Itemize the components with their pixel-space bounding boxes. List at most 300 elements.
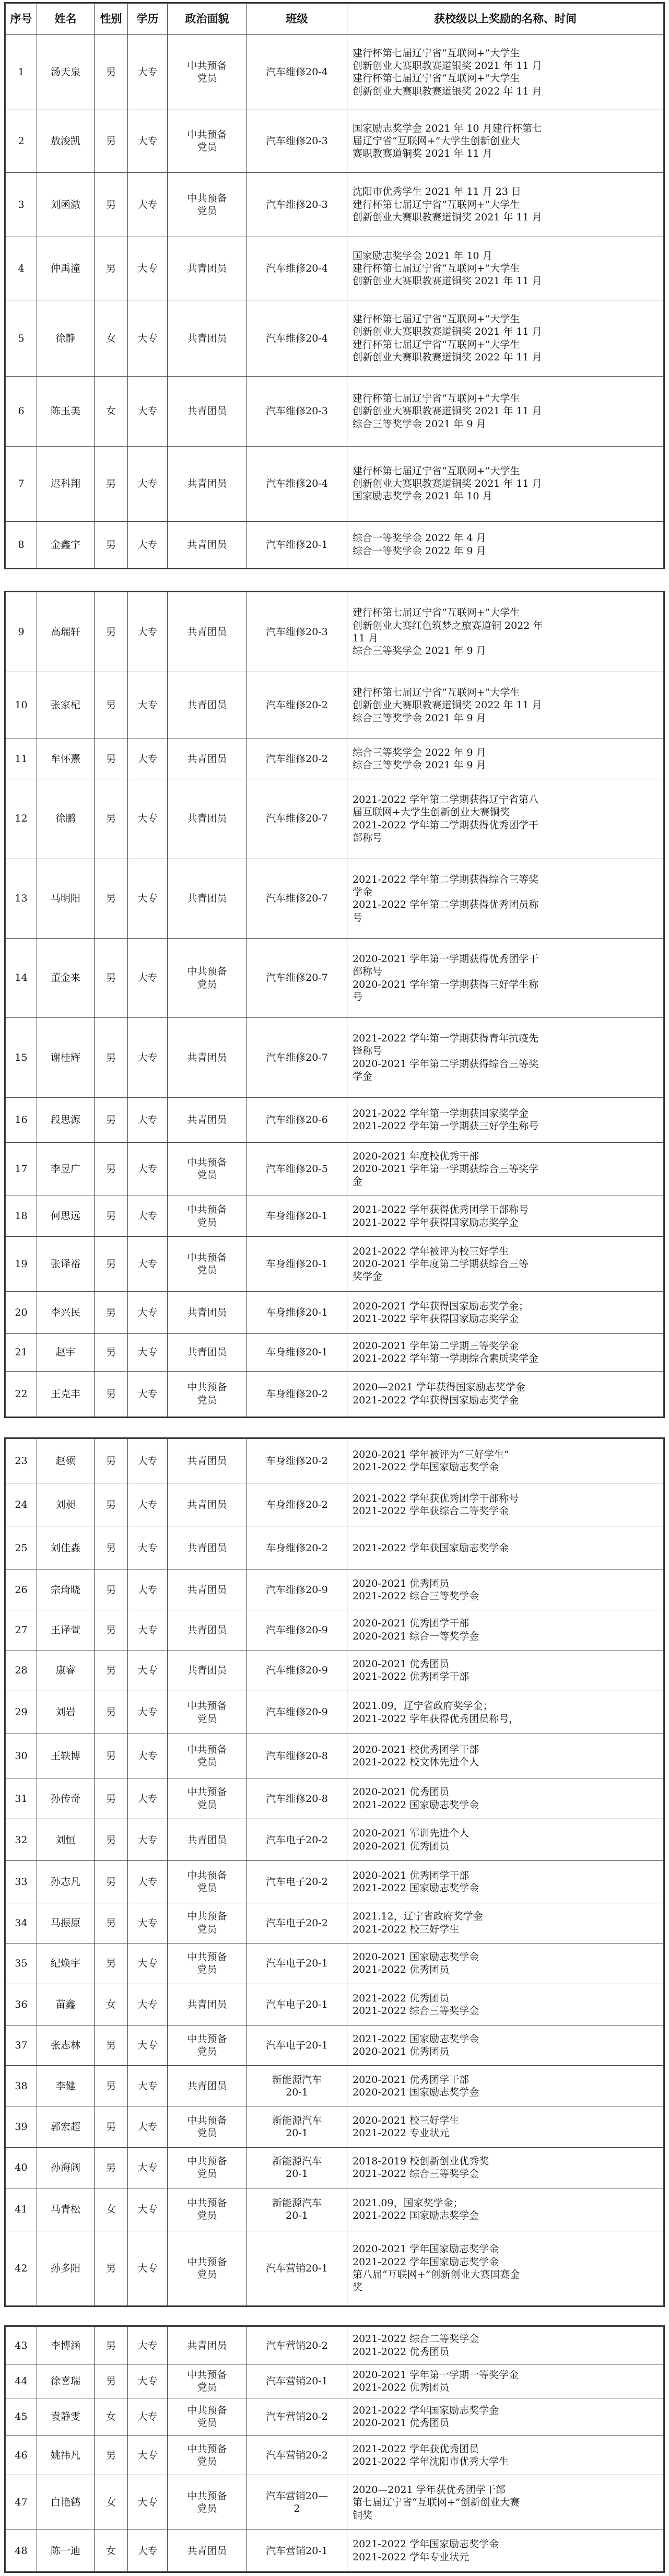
cell-class: 汽车营销20-2 [247,2327,347,2364]
table-row [6,1903,664,1943]
cell-name: 刘函澈 [37,172,95,237]
cell-class: 汽车维修20-4 [247,237,347,300]
cell-sex: 男 [95,1291,128,1333]
cell-political-status: 共青团员 [168,1483,247,1527]
table-row [6,35,664,110]
cell-awards: 综合三等奖学金 2022 年 9 月 综合三等奖学金 2021 年 9 月 [347,739,664,779]
cell-political-status: 中共预备 党员 [168,1734,247,1778]
table-row [6,1734,664,1778]
cell-no: 8 [6,521,37,568]
cell-education: 大专 [128,592,168,672]
cell-class: 汽车维修20-4 [247,446,347,521]
cell-education: 大专 [128,1291,168,1333]
cell-awards: 2020-2021 优秀团员 2021-2022 优秀团学干部 [347,1650,664,1691]
cell-name: 马青松 [37,2188,95,2231]
cell-awards: 2021-2022 学年国家励志奖学金 2021-2022 学年专业状元 [347,2530,664,2572]
table-row [6,1943,664,1984]
table-row [6,1334,664,1372]
cell-name: 孙多阳 [37,2231,95,2306]
table-row [6,2188,664,2231]
cell-class: 汽车维修20-2 [247,739,347,779]
cell-sex: 男 [95,2231,128,2306]
cell-political-status: 中共预备 党员 [168,1196,247,1237]
cell-name: 马振原 [37,1903,95,1943]
cell-awards: 综合一等奖学金 2022 年 4 月 综合一等奖学金 2022 年 9 月 [347,521,664,568]
cell-sex: 男 [95,592,128,672]
cell-awards: 2020-2021 军训先进个人 2020-2021 优秀团员 [347,1819,664,1861]
table-row [6,237,664,300]
cell-sex: 女 [95,2475,128,2530]
cell-political-status: 中共预备 党员 [168,1142,247,1196]
cell-political-status: 共青团员 [168,1291,247,1333]
cell-sex: 男 [95,2106,128,2147]
cell-awards: 2020-2021 优秀团学干部 2020-2021 国家励志奖学金 [347,2066,664,2106]
cell-political-status: 中共预备 党员 [168,2231,247,2306]
cell-name: 仲禹潼 [37,237,95,300]
cell-education: 大专 [128,1650,168,1691]
header-awards: 获校级以上奖励的名称、时间 [347,4,664,35]
cell-awards: 2020-2021 优秀团员 2021-2022 国家励志奖学金 [347,1778,664,1819]
cell-political-status: 中共预备 党员 [168,1903,247,1943]
cell-awards: 2021-2022 学年获国家励志奖学金 [347,1527,664,1570]
cell-class: 车身维修20-2 [247,1483,347,1527]
cell-education: 大专 [128,1142,168,1196]
cell-class: 汽车营销20-1 [247,2530,347,2572]
cell-name: 姚祎凡 [37,2436,95,2475]
cell-education: 大专 [128,1371,168,1416]
cell-education: 大专 [128,2025,168,2066]
cell-class: 汽车营销20-2 [247,2436,347,2475]
cell-awards: 2021-2022 学年获优秀团员 2021-2022 学年沈阳市优秀大学生 [347,2436,664,2475]
table-row [6,1570,664,1610]
table-row [6,110,664,172]
cell-awards: 2021-2022 学年第一学期获国家奖学金 2021-2022 学年第一学期获三好学生称号 [347,1097,664,1142]
cell-no: 21 [6,1334,37,1372]
cell-class: 汽车维修20-3 [247,592,347,672]
cell-sex: 男 [95,1017,128,1097]
cell-education: 大专 [128,172,168,237]
cell-awards: 建行杯第七届辽宁省“互联网+”大学生 创新创业大赛职教赛道铜奖 2021 年 11 月 国家励志奖学金 2021 年 10 月 [347,446,664,521]
cell-name: 李博涵 [37,2327,95,2364]
cell-class: 汽车营销20-1 [247,2364,347,2398]
cell-awards: 2021.09，辽宁省政府奖学金； 2021-2022 学年获得优秀团员称号， [347,1691,664,1734]
cell-awards: 2020-2021 优秀团员 2021-2022 综合三等奖学金 [347,1570,664,1610]
cell-awards: 2021.12，辽宁省政府奖学金 2021-2022 校三好学生 [347,1903,664,1943]
cell-awards: 2021-2022 学年第二学期获得综合三等奖 学金 2021-2022 学年第二学期获得优秀团员称 号 [347,859,664,939]
cell-sex: 男 [95,1943,128,1984]
cell-education: 大专 [128,2147,168,2188]
table-row [6,672,664,739]
table-row [6,521,664,568]
cell-class: 汽车维修20-4 [247,35,347,110]
cell-education: 大专 [128,859,168,939]
cell-no: 26 [6,1570,37,1610]
cell-political-status: 中共预备 党员 [168,939,247,1018]
cell-education: 大专 [128,1527,168,1570]
table-row [6,446,664,521]
cell-sex: 男 [95,110,128,172]
cell-sex: 男 [95,2436,128,2475]
cell-sex: 男 [95,1860,128,1903]
table-row [6,2327,664,2364]
cell-education: 大专 [128,672,168,739]
cell-no: 36 [6,1984,37,2025]
cell-no: 16 [6,1097,37,1142]
cell-sex: 男 [95,35,128,110]
cell-no: 3 [6,172,37,237]
cell-no: 40 [6,2147,37,2188]
table-row [6,1371,664,1416]
cell-class: 车身维修20-1 [247,1291,347,1333]
cell-no: 1 [6,35,37,110]
cell-sex: 男 [95,2066,128,2106]
cell-sex: 男 [95,1334,128,1372]
cell-name: 宗琦晓 [37,1570,95,1610]
cell-class: 车身维修20-1 [247,1237,347,1291]
cell-no: 37 [6,2025,37,2066]
cell-education: 大专 [128,237,168,300]
cell-awards: 国家励志奖学金 2021 年 10 月 建行杯第七届辽宁省“互联网+”大学生 创新创业大赛职教赛道铜奖 2021 年 11 月 [347,237,664,300]
cell-name: 李兴民 [37,1291,95,1333]
awards-table-4 [5,2326,664,2572]
cell-awards: 2020-2021 校三好学生 2021-2022 专业状元 [347,2106,664,2147]
cell-political-status: 中共预备 党员 [168,172,247,237]
cell-name: 段思源 [37,1097,95,1142]
cell-no: 23 [6,1439,37,1483]
cell-sex: 男 [95,1570,128,1610]
cell-political-status: 中共预备 党员 [168,2106,247,2147]
cell-class: 汽车营销20-2 [247,2398,347,2436]
cell-political-status: 共青团员 [168,779,247,859]
cell-political-status: 共青团员 [168,237,247,300]
cell-name: 谢桂辉 [37,1017,95,1097]
cell-education: 大专 [128,446,168,521]
cell-no: 17 [6,1142,37,1196]
cell-political-status: 中共预备 党员 [168,110,247,172]
cell-awards: 2020-2021 国家励志奖学金 2021-2022 优秀团员 [347,1943,664,1984]
cell-name: 袁静雯 [37,2398,95,2436]
cell-political-status: 中共预备 党员 [168,2436,247,2475]
cell-no: 45 [6,2398,37,2436]
cell-political-status: 中共预备 党员 [168,2475,247,2530]
cell-no: 5 [6,300,37,377]
cell-political-status: 共青团员 [168,859,247,939]
table-row [6,2475,664,2530]
cell-name: 陈玉美 [37,377,95,447]
cell-no: 18 [6,1196,37,1237]
cell-name: 金鑫宇 [37,521,95,568]
cell-sex: 男 [95,1237,128,1291]
cell-class: 新能源汽车 20-1 [247,2106,347,2147]
cell-name: 董金来 [37,939,95,1018]
cell-education: 大专 [128,779,168,859]
table-row [6,1650,664,1691]
cell-class: 汽车维修20-6 [247,1097,347,1142]
table-row [6,1819,664,1861]
cell-class: 汽车维修20-9 [247,1650,347,1691]
cell-education: 大专 [128,1984,168,2025]
table-row [6,859,664,939]
cell-education: 大专 [128,1196,168,1237]
cell-sex: 男 [95,1903,128,1943]
cell-political-status: 共青团员 [168,1610,247,1650]
cell-class: 汽车电子20-2 [247,1903,347,1943]
cell-class: 汽车电子20-1 [247,1984,347,2025]
cell-political-status: 共青团员 [168,1097,247,1142]
cell-awards: 建行杯第七届辽宁省“互联网+”大学生 创新创业大赛红色筑梦之旅赛道铜 2022 年 11 月 综合三等奖学金 2021 年 9 月 [347,592,664,672]
cell-no: 34 [6,1903,37,1943]
cell-education: 大专 [128,2398,168,2436]
cell-name: 马明阳 [37,859,95,939]
cell-political-status: 中共预备 党员 [168,2398,247,2436]
cell-name: 孙志凡 [37,1860,95,1903]
cell-awards: 2021.09，国家奖学金； 2021-2022 国家励志奖学金 [347,2188,664,2231]
table-row [6,1984,664,2025]
cell-education: 大专 [128,1097,168,1142]
cell-sex: 男 [95,2364,128,2398]
cell-education: 大专 [128,2066,168,2106]
cell-education: 大专 [128,2188,168,2231]
table-row [6,1483,664,1527]
cell-no: 9 [6,592,37,672]
cell-political-status: 共青团员 [168,2530,247,2572]
cell-no: 47 [6,2475,37,2530]
cell-name: 赵硕 [37,1439,95,1483]
cell-education: 大专 [128,300,168,377]
cell-class: 汽车维修20-4 [247,300,347,377]
table-row [6,1196,664,1237]
cell-awards: 2020-2021 优秀团学干部 2020-2021 综合一等奖学金 [347,1610,664,1650]
cell-political-status: 共青团员 [168,1570,247,1610]
cell-awards: 2020-2021 学年第一学期一等奖学金 2021-2022 优秀团员 [347,2364,664,2398]
table-block-1 [4,2,665,569]
cell-education: 大专 [128,2106,168,2147]
cell-class: 汽车维修20-7 [247,779,347,859]
table-row [6,1291,664,1333]
cell-sex: 男 [95,1610,128,1650]
table-row [6,1017,664,1097]
table-row [6,2106,664,2147]
cell-sex: 女 [95,300,128,377]
cell-awards: 建行杯第七届辽宁省“互联网+”大学生 创新创业大赛职教赛道铜奖 2022 年 11 月 综合三等奖学金 2021 年 9 月 [347,672,664,739]
cell-class: 新能源汽车 20-1 [247,2147,347,2188]
cell-awards: 2021-2022 优秀团员 2021-2022 综合三等奖学金 [347,1984,664,2025]
cell-political-status: 中共预备 党员 [168,2188,247,2231]
table-row [6,2398,664,2436]
cell-awards: 2020—2021 学年获得国家励志奖学金 2021-2022 学年获得国家励志奖学金 [347,1371,664,1416]
header-row [6,4,664,35]
cell-sex: 男 [95,1819,128,1861]
cell-education: 大专 [128,2364,168,2398]
table-row [6,2025,664,2066]
cell-no: 32 [6,1819,37,1861]
cell-awards: 国家励志奖学金 2021 年 10 月建行杯第七 届辽宁省“互联网+”大学生创新创业大 赛职教赛道铜奖 2021 年 11 月 [347,110,664,172]
cell-name: 敖浚凯 [37,110,95,172]
cell-name: 何思远 [37,1196,95,1237]
cell-education: 大专 [128,2530,168,2572]
cell-education: 大专 [128,35,168,110]
cell-no: 15 [6,1017,37,1097]
table-row [6,1142,664,1196]
table-row [6,172,664,237]
cell-political-status: 共青团员 [168,739,247,779]
cell-political-status: 共青团员 [168,2327,247,2364]
cell-no: 19 [6,1237,37,1291]
cell-sex: 男 [95,446,128,521]
cell-sex: 男 [95,1196,128,1237]
cell-name: 李昱广 [37,1142,95,1196]
cell-sex: 男 [95,172,128,237]
cell-class: 车身维修20-1 [247,1334,347,1372]
cell-education: 大专 [128,1819,168,1861]
awards-table-3 [5,1438,664,2306]
table-block-3 [4,1437,665,2307]
table-row [6,1860,664,1903]
cell-no: 29 [6,1691,37,1734]
cell-awards: 沈阳市优秀学生 2021 年 11 月 23 日 建行杯第七届辽宁省“互联网+”大学生 创新创业大赛职教赛道铜奖 2021 年 11 月 [347,172,664,237]
cell-no: 44 [6,2364,37,2398]
cell-no: 11 [6,739,37,779]
table-row [6,1778,664,1819]
cell-name: 牟怀熹 [37,739,95,779]
table-row [6,739,664,779]
table-row [6,1691,664,1734]
cell-education: 大专 [128,939,168,1018]
cell-awards: 2021-2022 学年第一学期获得青年抗疫先 锋称号 2020-2021 学年第二学期获得综合三等奖 学金 [347,1017,664,1097]
cell-political-status: 共青团员 [168,521,247,568]
cell-awards: 2021-2022 国家励志奖学金 2020-2021 优秀团员 [347,2025,664,2066]
cell-awards: 建行杯第七届辽宁省“互联网+”大学生 创新创业大赛职教赛道铜奖 2021 年 11 月 建行杯第七届辽宁省“互联网+”大学生 创新创业大赛职教赛道铜奖 2022 年 11 月 [347,300,664,377]
cell-political-status: 共青团员 [168,377,247,447]
cell-education: 大专 [128,1691,168,1734]
cell-political-status: 共青团员 [168,1439,247,1483]
table-row [6,300,664,377]
cell-education: 大专 [128,1017,168,1097]
cell-sex: 男 [95,1097,128,1142]
cell-no: 48 [6,2530,37,2572]
cell-class: 车身维修20-2 [247,1371,347,1416]
cell-name: 汤天泉 [37,35,95,110]
cell-class: 汽车维修20-2 [247,672,347,739]
cell-class: 汽车维修20-3 [247,172,347,237]
cell-class: 汽车电子20-2 [247,1860,347,1903]
cell-class: 汽车电子20-2 [247,1819,347,1861]
cell-class: 汽车营销20-1 [247,2231,347,2306]
cell-education: 大专 [128,377,168,447]
cell-sex: 男 [95,237,128,300]
cell-class: 汽车维修20-3 [247,110,347,172]
cell-class: 汽车维修20-1 [247,521,347,568]
cell-class: 车身维修20-2 [247,1439,347,1483]
cell-sex: 男 [95,2147,128,2188]
cell-education: 大专 [128,521,168,568]
cell-awards: 2021-2022 学年国家励志奖学金 2020-2021 优秀团员 [347,2398,664,2436]
cell-education: 大专 [128,1860,168,1903]
cell-no: 24 [6,1483,37,1527]
cell-political-status: 共青团员 [168,446,247,521]
cell-sex: 女 [95,377,128,447]
cell-political-status: 共青团员 [168,672,247,739]
cell-political-status: 中共预备 党员 [168,35,247,110]
cell-sex: 男 [95,2025,128,2066]
cell-class: 新能源汽车 20-1 [247,2066,347,2106]
cell-sex: 男 [95,1142,128,1196]
cell-name: 张译裕 [37,1237,95,1291]
cell-no: 14 [6,939,37,1018]
cell-political-status: 中共预备 党员 [168,2364,247,2398]
cell-education: 大专 [128,2436,168,2475]
cell-class: 车身维修20-1 [247,1196,347,1237]
cell-no: 42 [6,2231,37,2306]
header-no: 序号 [6,4,37,35]
table-row [6,1527,664,1570]
cell-political-status: 中共预备 党员 [168,1860,247,1903]
cell-name: 迟科翔 [37,446,95,521]
cell-sex: 男 [95,1527,128,1570]
table-row [6,2066,664,2106]
cell-awards: 2021-2022 综合二等奖学金 2021-2022 优秀团员 [347,2327,664,2364]
cell-awards: 2020-2021 学年国家励志奖学金 2021-2022 学年国家励志奖学金 第八届“互联网+”创新创业大赛国赛金 奖 [347,2231,664,2306]
cell-name: 王克丰 [37,1371,95,1416]
cell-name: 李健 [37,2066,95,2106]
table-row [6,1097,664,1142]
cell-political-status: 共青团员 [168,1819,247,1861]
cell-education: 大专 [128,1778,168,1819]
cell-name: 孙海阔 [37,2147,95,2188]
cell-name: 高瑞轩 [37,592,95,672]
cell-name: 刘佳淼 [37,1527,95,1570]
cell-awards: 2021-2022 学年第二学期获得辽宁省第八 届互联网+大学生创新创业大赛铜奖 2021-2022 学年第二学期获得优秀团学干 部称号 [347,779,664,859]
cell-education: 大专 [128,1483,168,1527]
cell-political-status: 中共预备 党员 [168,1371,247,1416]
cell-class: 汽车维修20-9 [247,1691,347,1734]
header-political-status: 政治面貌 [168,4,247,35]
cell-class: 汽车维修20-8 [247,1778,347,1819]
cell-sex: 女 [95,1984,128,2025]
table-row [6,2231,664,2306]
cell-no: 43 [6,2327,37,2364]
cell-awards: 2020-2021 校优秀团学干部 2021-2022 校文体先进个人 [347,1734,664,1778]
cell-class: 汽车维修20-5 [247,1142,347,1196]
cell-sex: 男 [95,1371,128,1416]
table-row [6,939,664,1018]
cell-no: 20 [6,1291,37,1333]
cell-class: 汽车维修20-7 [247,1017,347,1097]
cell-awards: 2020-2021 年度校优秀干部 2020-2021 学年第一学期获综合三等奖学 金 [347,1142,664,1196]
cell-no: 46 [6,2436,37,2475]
cell-no: 7 [6,446,37,521]
table-row [6,1237,664,1291]
cell-sex: 男 [95,939,128,1018]
table-row [6,2147,664,2188]
cell-education: 大专 [128,2475,168,2530]
cell-political-status: 中共预备 党员 [168,2025,247,2066]
cell-name: 陈一迪 [37,2530,95,2572]
cell-awards: 2021-2022 学年被评为校三好学生 2020-2021 学年度第二学期获综合三等 奖学金 [347,1237,664,1291]
cell-class: 汽车维修20-9 [247,1610,347,1650]
cell-name: 徐鹏 [37,779,95,859]
cell-political-status: 共青团员 [168,1650,247,1691]
cell-education: 大专 [128,2231,168,2306]
cell-class: 汽车维修20-8 [247,1734,347,1778]
cell-name: 王轶博 [37,1734,95,1778]
cell-sex: 男 [95,521,128,568]
cell-political-status: 中共预备 党员 [168,1237,247,1291]
cell-no: 10 [6,672,37,739]
header-name: 姓名 [37,4,95,35]
table-row [6,592,664,672]
cell-class: 汽车维修20-7 [247,859,347,939]
